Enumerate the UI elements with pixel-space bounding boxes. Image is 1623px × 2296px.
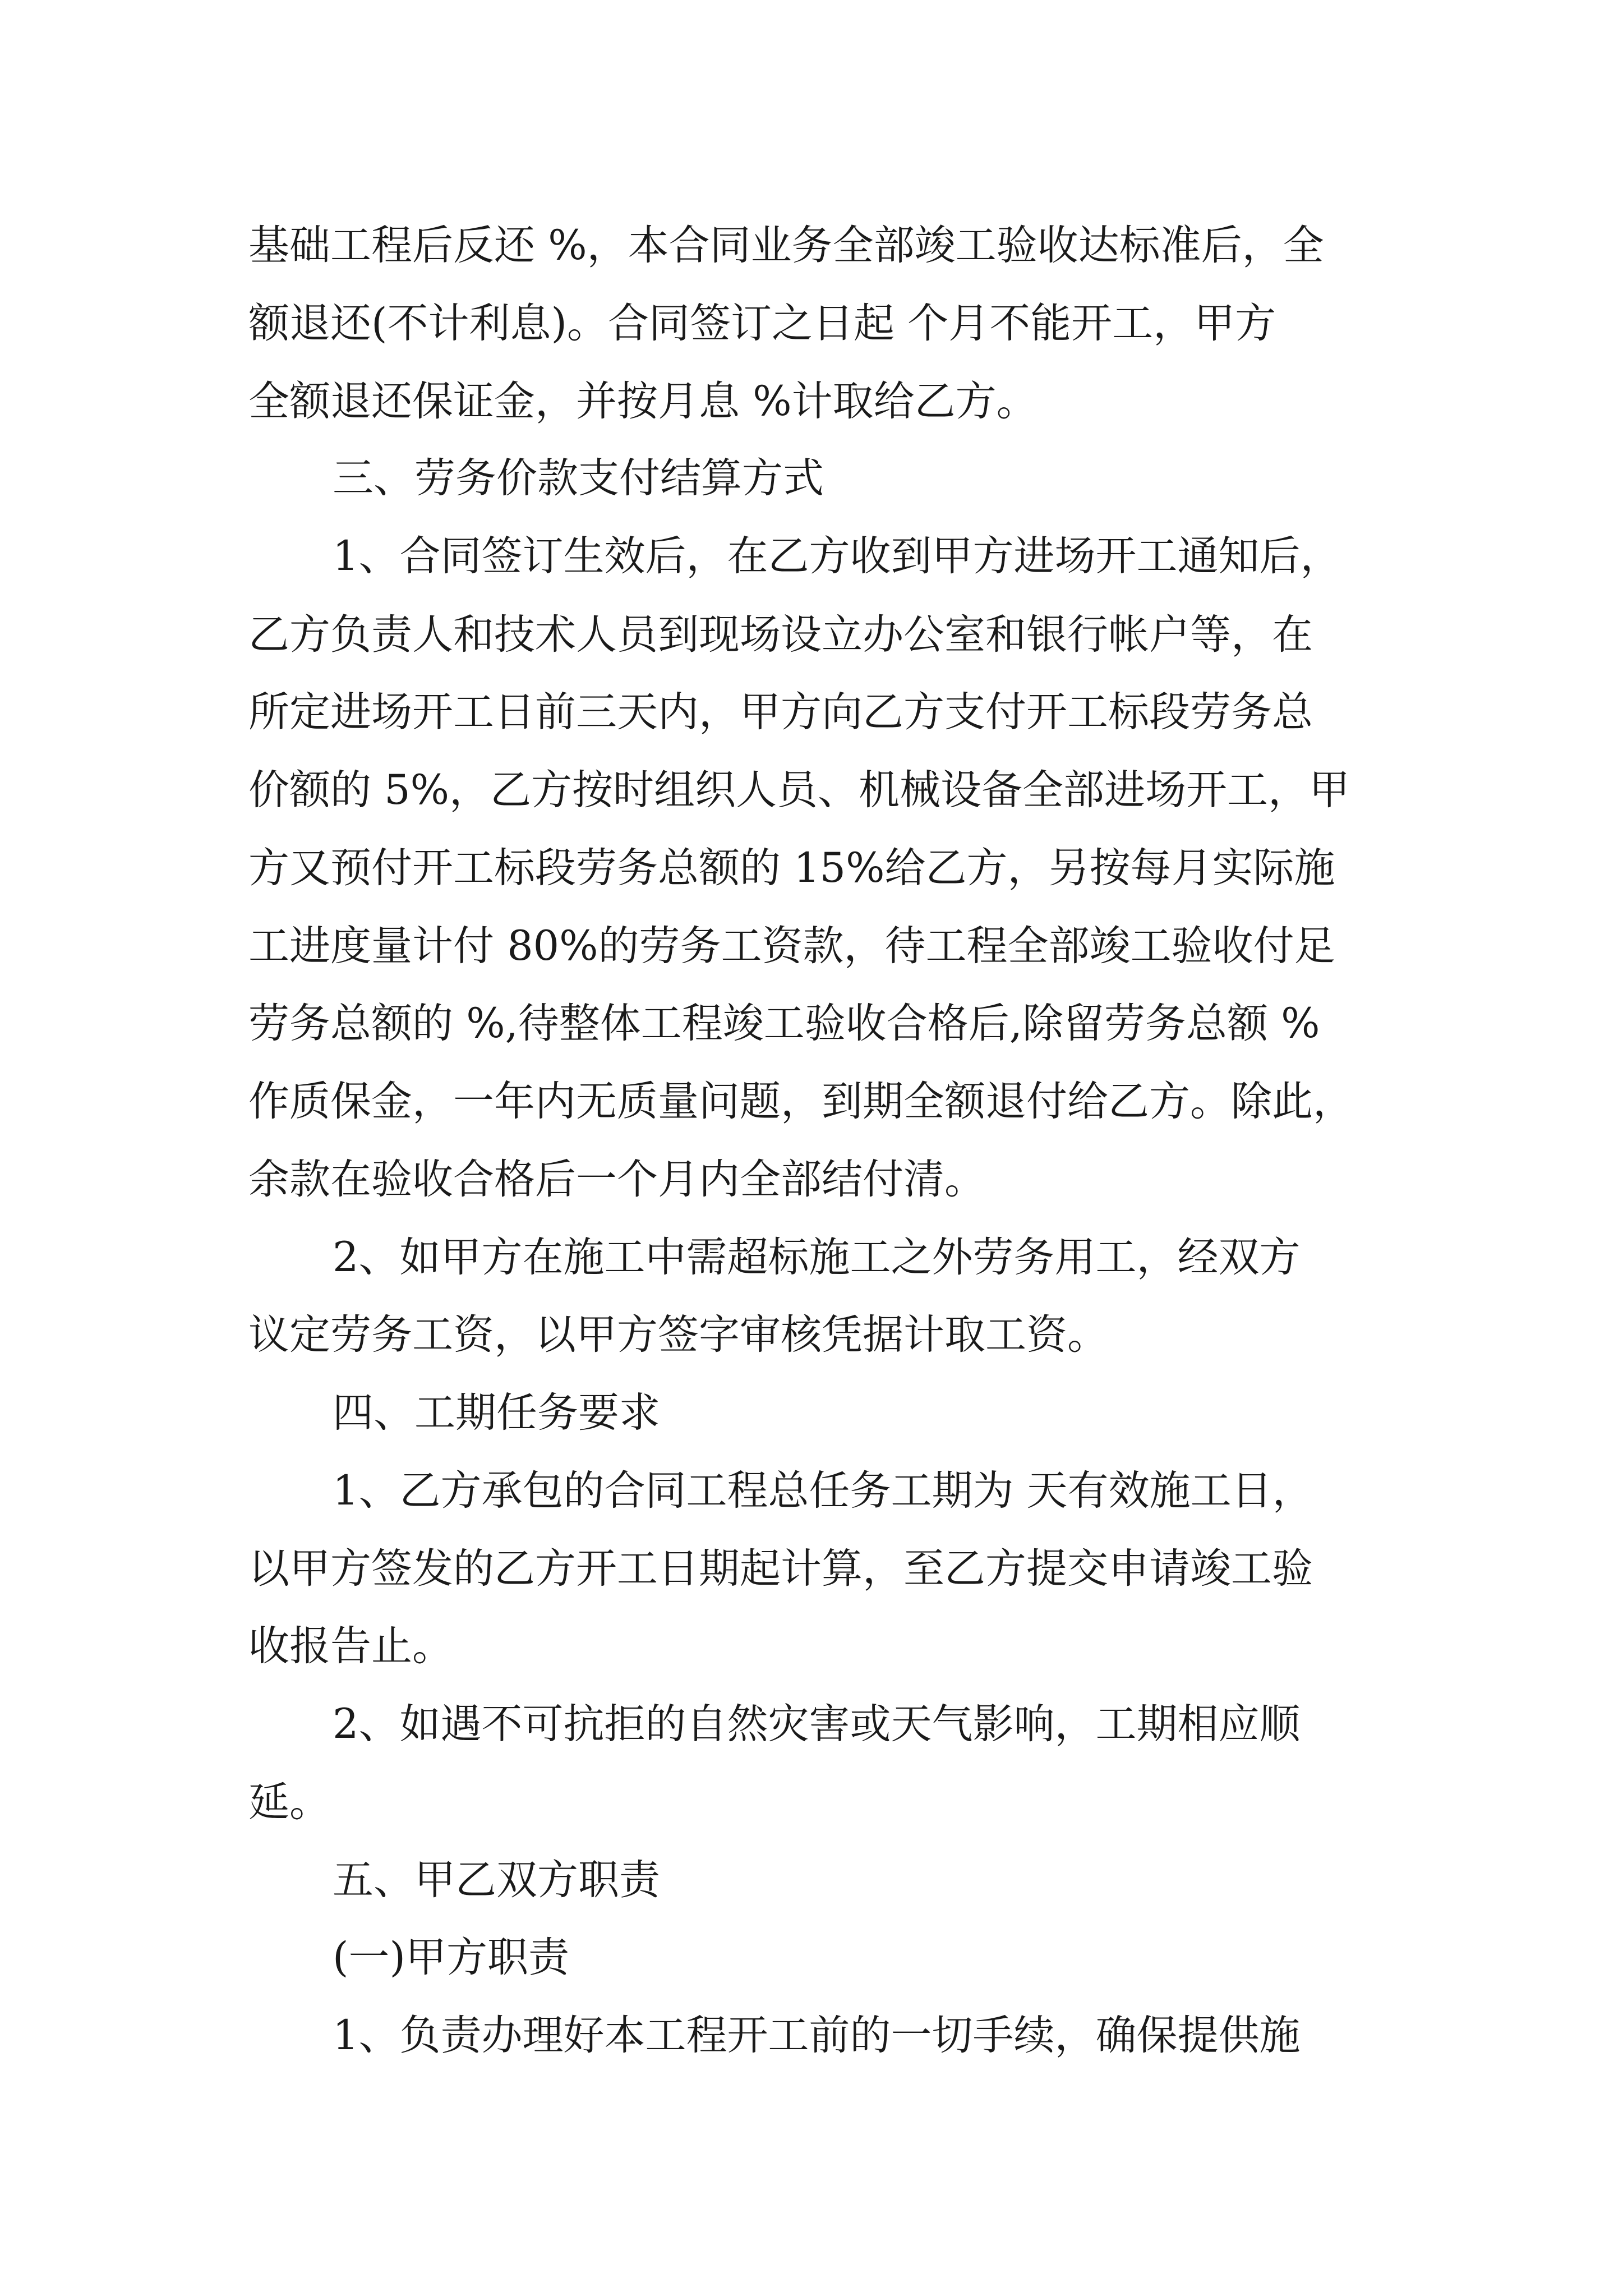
subsection-heading: (一)甲方职责 <box>333 1934 569 1981</box>
text-line: 价额的 5%，乙方按时组织人员、机械设备全部进场开工，甲 <box>248 766 1350 814</box>
text-line: 1、乙方承包的合同工程总任务工期为 天有效施工日， <box>333 1467 1313 1515</box>
text-line: 2、如遇不可抗拒的自然灾害或天气影响，工期相应顺 <box>333 1700 1301 1748</box>
text-line: 劳务总额的 %,待整体工程竣工验收合格后,除留劳务总额 % <box>248 1000 1320 1047</box>
text-line: 作质保金，一年内无质量问题，到期全额退付给乙方。除此， <box>248 1078 1354 1125</box>
text-line: 延。 <box>248 1778 330 1826</box>
text-line: 以甲方签发的乙方开工日期起计算，至乙方提交申请竣工验 <box>248 1545 1313 1593</box>
text-line: 方又预付开工标段劳务总额的 15%给乙方，另按每月实际施 <box>248 844 1335 892</box>
text-line: 2、如甲方在施工中需超标施工之外劳务用工，经双方 <box>333 1234 1301 1281</box>
text-line: 基础工程后反还 %，本合同业务全部竣工验收达标准后，全 <box>248 222 1324 269</box>
section-heading: 四、工期任务要求 <box>333 1389 660 1437</box>
text-line: 额退还(不计利息)。合同签订之日起 个月不能开工，甲方 <box>248 300 1276 347</box>
text-line: 工进度量计付 80%的劳务工资款，待工程全部竣工验收付足 <box>248 922 1335 970</box>
text-line: 所定进场开工日前三天内，甲方向乙方支付开工标段劳务总 <box>248 688 1313 736</box>
text-line: 乙方负责人和技术人员到现场设立办公室和银行帐户等，在 <box>248 611 1313 659</box>
text-line: 收报告止。 <box>248 1622 453 1670</box>
text-line: 余款在验收合格后一个月内全部结付清。 <box>248 1156 985 1203</box>
text-line: 议定劳务工资，以甲方签字审核凭据计取工资。 <box>248 1311 1108 1359</box>
section-heading: 三、劳务价款支付结算方式 <box>333 454 824 502</box>
section-heading: 五、甲乙双方职责 <box>333 1856 660 1904</box>
text-line: 1、负责办理好本工程开工前的一切手续，确保提供施 <box>333 2012 1301 2059</box>
text-line: 全额退还保证金，并按月息 %计取给乙方。 <box>248 378 1038 425</box>
text-line: 1、合同签订生效后，在乙方收到甲方进场开工通知后， <box>333 532 1341 580</box>
